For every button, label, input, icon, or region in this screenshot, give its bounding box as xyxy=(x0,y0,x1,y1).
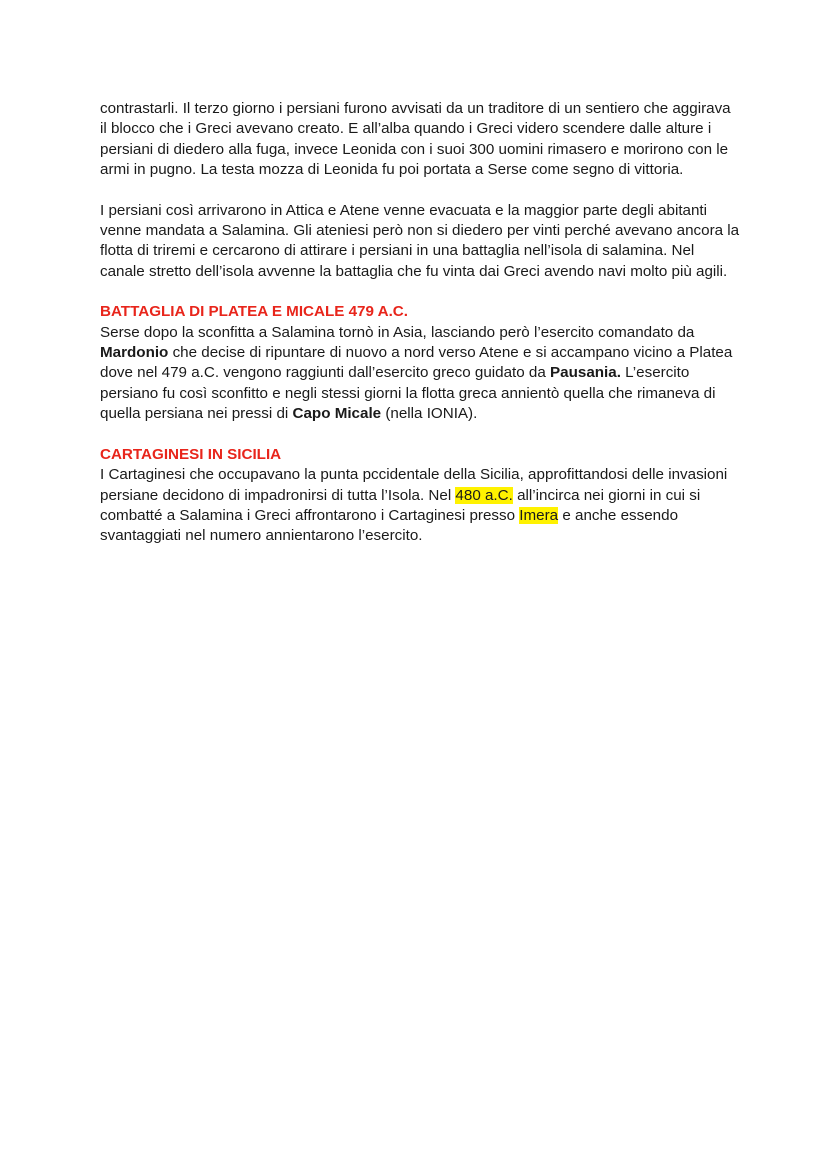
bold-mardonio: Mardonio xyxy=(100,344,169,362)
paragraph-thermopylae-end: contrastarli. Il terzo giorno i persiani furono avvisati da un traditore di un sentiero che aggirava il blocco che i Greci avevano creato. E all’alba quando i Greci videro scendere dalle alture i persiani di diedero alla fuga, invece Leonida con i suoi 300 uomini rimasero e morirono con le armi in pugno. La testa mozza di Leonida fu poi portata a Serse come segno di vittoria. xyxy=(100,100,731,179)
text-run: che decise di ripuntare di nuovo a nord verso Atene e si accampano vicino a Platea dove nel 479 a.C. vengono raggiunti dall’esercito greco guidato da xyxy=(100,344,733,382)
bold-capo-micale: Capo Micale xyxy=(292,405,382,423)
paragraph-salamis: I persiani così arrivarono in Attica e Atene venne evacuata e la maggior parte degli abitanti venne mandata a Salamina. Gli ateniesi però non si diedero per vinti perché avevano ancora la flotta di triremi e cercarono di attirare i persiani in una battaglia nell’isola di salamina. Nel canale stretto dell’isola avvenne la battaglia che fu vinta dai Greci avendo navi molto più agili. xyxy=(100,201,740,280)
text-run: (nella IONIA). xyxy=(381,405,478,423)
heading-cartaginesi-sicilia: CARTAGINESI IN SICILIA xyxy=(100,445,282,463)
text-run: e anche essendo svantaggiati nel numero annientarono l’esercito. xyxy=(100,506,679,545)
spacer xyxy=(100,282,740,302)
spacer xyxy=(100,181,740,201)
text-run: Serse dopo la sconfitta a Salamina tornò in Asia, lasciando però l’esercito comandato da xyxy=(100,323,695,341)
text-run: L’esercito persiano fu così sconfitto e negli stessi giorni la flotta greca annientò quella che rimaneva di quella persiana nei pressi di xyxy=(100,364,716,423)
highlight-imera: Imera xyxy=(519,506,559,524)
heading-platea-micale: BATTAGLIA DI PLATEA E MICALE 479 A.C. xyxy=(100,303,408,321)
document-page xyxy=(100,99,740,547)
paragraph-cartaginesi-sicilia xyxy=(100,465,740,547)
text-run: I Cartaginesi che occupavano la punta pccidentale della Sicilia, approfittandosi delle invasioni persiane decidono di impadronirsi di tutta l’Isola. Nel xyxy=(100,466,728,504)
text-run: all’incirca nei giorni in cui si combatté a Salamina i Greci affrontarono i Cartaginesi presso xyxy=(100,486,701,524)
spacer xyxy=(100,425,740,445)
paragraph-platea-micale xyxy=(100,323,740,425)
highlight-480-ac: 480 a.C. xyxy=(455,486,513,504)
bold-pausania: Pausania. xyxy=(550,364,621,382)
